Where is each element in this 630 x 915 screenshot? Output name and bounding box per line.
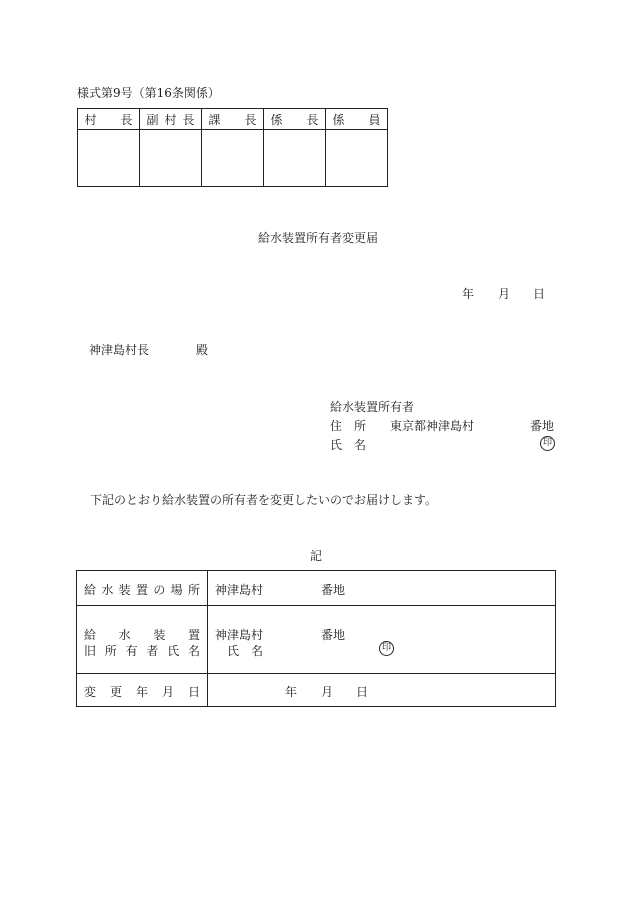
address-banchi: 番地 (530, 419, 555, 433)
former-owner-label-line1: 給水装置 (84, 628, 200, 642)
approval-header: 課 長 (208, 112, 257, 127)
document-title: 給水装置所有者変更届 (258, 231, 379, 245)
seal-icon: 印 (379, 641, 394, 656)
former-owner-name-label: 氏 名 (227, 644, 264, 658)
name-label: 氏 名 (330, 438, 367, 452)
change-month[interactable]: 月 (321, 685, 334, 699)
table-row (77, 674, 555, 706)
address-value[interactable]: 東京都神津島村 (390, 419, 475, 433)
table-row (77, 571, 555, 606)
change-date-label: 変更年月日 (84, 685, 200, 699)
former-owner-label-line2: 旧所有者氏名 (84, 644, 200, 658)
approval-header: 村 長 (84, 112, 133, 127)
approval-stamp-table (77, 108, 388, 187)
change-year[interactable]: 年 (285, 685, 298, 699)
stamp-cell[interactable] (326, 130, 387, 186)
change-day[interactable]: 日 (356, 685, 369, 699)
approval-header: 係 員 (332, 112, 381, 127)
approval-column (202, 109, 264, 186)
stamp-cell[interactable] (140, 130, 201, 186)
table-row (77, 606, 555, 674)
addressee-honorific: 殿 (196, 343, 209, 357)
address-label: 住 所 (330, 419, 367, 433)
stamp-cell[interactable] (78, 130, 139, 186)
date-year: 年 (462, 287, 475, 301)
ki-heading: 記 (310, 549, 323, 563)
approval-header: 副 村 長 (146, 112, 195, 127)
body-text: 下記のとおり給水装置の所有者を変更したいのでお届けします。 (90, 493, 438, 507)
former-owner-banchi: 番地 (321, 628, 346, 642)
date-day: 日 (533, 287, 546, 301)
approval-column (140, 109, 202, 186)
detail-table (76, 570, 556, 707)
date-month: 月 (498, 287, 511, 301)
owner-title: 給水装置所有者 (330, 400, 415, 414)
stamp-cell[interactable] (264, 130, 325, 186)
form-number: 様式第9号（第16条関係） (77, 86, 220, 100)
location-label: 給水装置の場所 (84, 583, 200, 597)
seal-icon: 印 (540, 436, 555, 451)
stamp-cell[interactable] (202, 130, 263, 186)
approval-column (264, 109, 326, 186)
approval-column (78, 109, 140, 186)
approval-header: 係 長 (270, 112, 319, 127)
former-owner-village[interactable]: 神津島村 (215, 628, 264, 642)
location-banchi: 番地 (321, 583, 346, 597)
addressee-name: 神津島村長 (89, 343, 150, 357)
approval-column (326, 109, 387, 186)
location-village[interactable]: 神津島村 (215, 583, 264, 597)
